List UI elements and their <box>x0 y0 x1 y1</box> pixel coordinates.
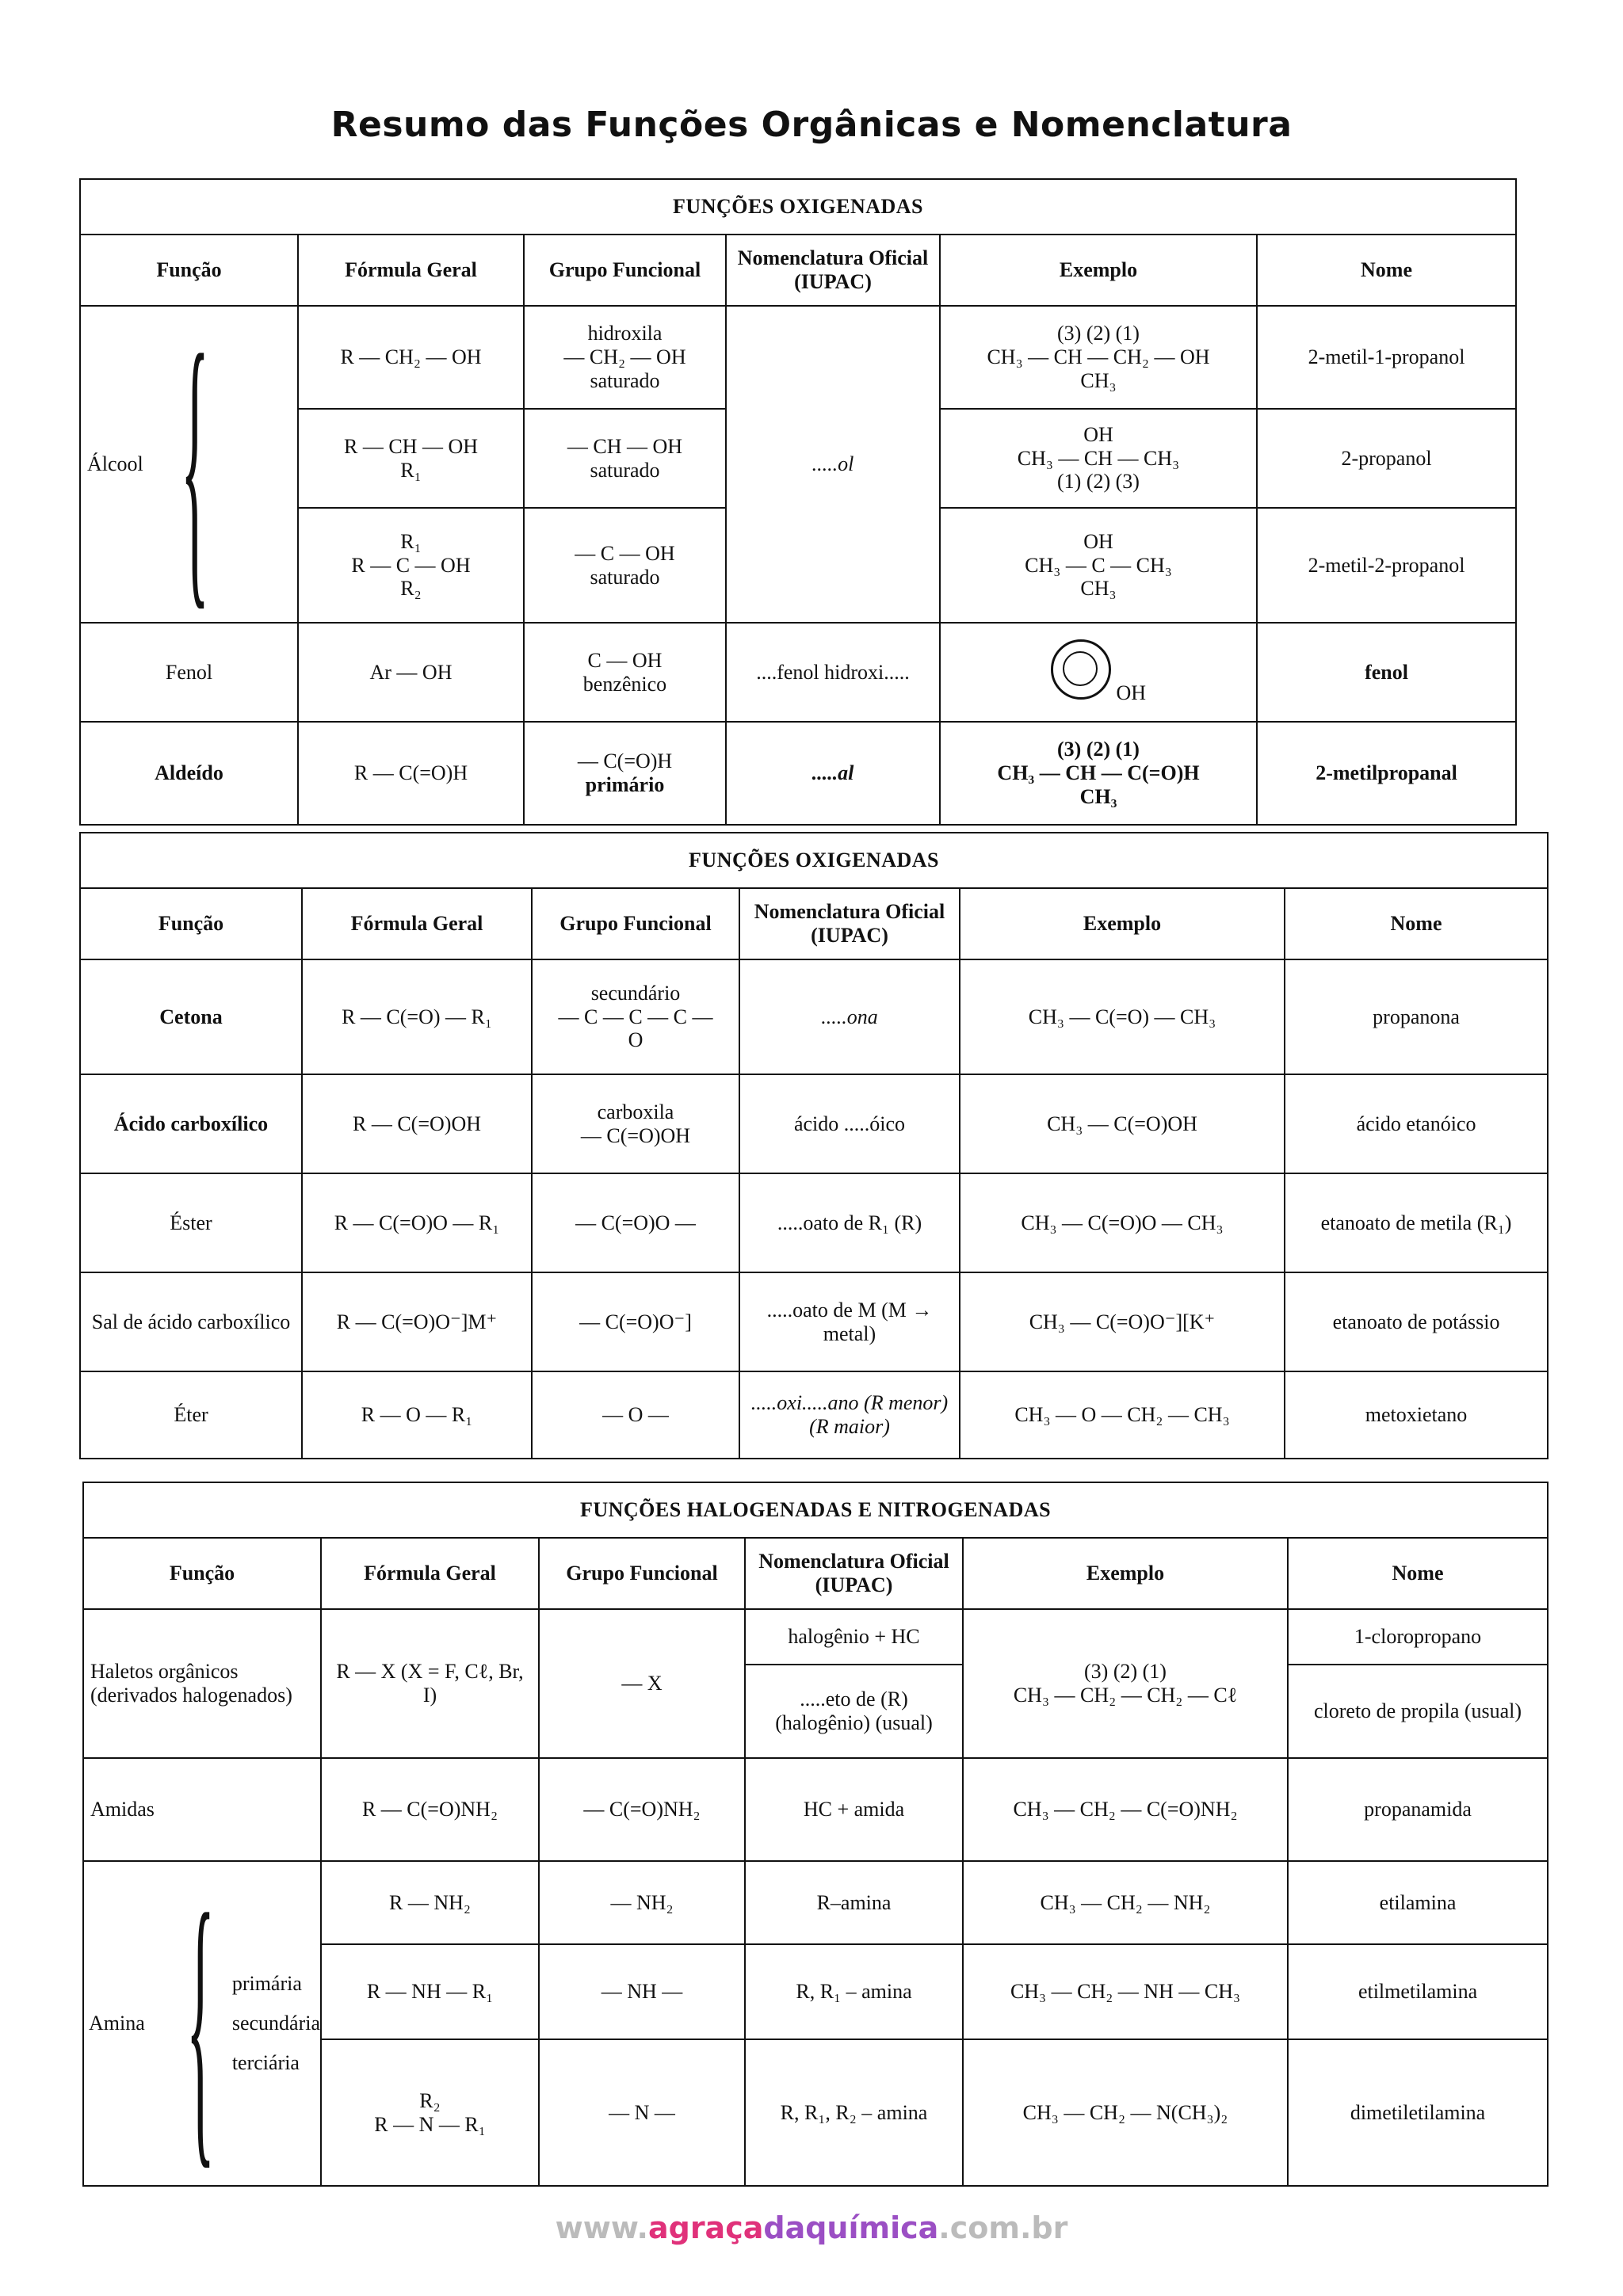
footer-suffix: .com.br <box>938 2210 1068 2245</box>
formula-cell <box>298 508 524 623</box>
exemplo-top: (3) (2) (1) <box>1057 322 1140 345</box>
footer-brand-1: agraça <box>647 2210 764 2245</box>
grupo-note: saturado <box>590 565 660 589</box>
header-formula-geral: Fórmula Geral <box>321 1538 539 1609</box>
nomenclatura-cell: .....oato de M (M → metal) <box>739 1272 960 1371</box>
nome-cell: cloreto de propila (usual) <box>1288 1665 1548 1758</box>
table-row <box>80 722 1516 825</box>
benzene-ring-icon <box>1051 639 1111 700</box>
grupo-top: secundário <box>590 981 681 1005</box>
header-grupo-funcional: Grupo Funcional <box>532 888 739 959</box>
amina-sub-secundaria: secundária <box>231 2012 320 2035</box>
nome-cell: metoxietano <box>1285 1371 1548 1459</box>
nome-cell: fenol <box>1257 623 1516 722</box>
formula-text: R — N — R₁ <box>374 2112 486 2136</box>
exemplo-top: OH <box>1083 422 1113 446</box>
formula-cell: R — C(=O)O — R₁ <box>302 1173 532 1272</box>
nomenclatura-cell: .....oato de R₁ (R) <box>739 1173 960 1272</box>
exemplo-cell: CH₃ — CH₂ — NH — CH₃ <box>963 1944 1288 2039</box>
footer-website[interactable] <box>0 2210 1623 2245</box>
exemplo-text: CH₃ — CH — C(=O)H <box>997 761 1200 785</box>
header-nome: Nome <box>1285 888 1548 959</box>
grupo-text: — C(=O)H <box>577 749 673 773</box>
funcao-cell: Haletos orgânicos (derivados halogenados) <box>83 1609 321 1758</box>
nome-cell: etilamina <box>1288 1861 1548 1944</box>
header-nome: Nome <box>1288 1538 1548 1609</box>
funcao-cell: Éster <box>80 1173 302 1272</box>
table-row <box>83 1758 1548 1861</box>
grupo-note: saturado <box>590 368 660 392</box>
header-nomenclatura: Nomenclatura Oficial (IUPAC) <box>726 235 940 306</box>
formula-text: R — C — OH <box>351 553 471 577</box>
exemplo-bottom: (1) (2) (3) <box>1057 470 1140 494</box>
grupo-cell: — C(=O)O⁻] <box>532 1272 739 1371</box>
nome-cell: 2-metilpropanal <box>1257 722 1516 825</box>
grupo-cell <box>524 623 726 722</box>
formula-bottom: R₂ <box>400 577 422 601</box>
header-funcao: Função <box>80 235 298 306</box>
table-row <box>80 1371 1548 1459</box>
grupo-cell <box>524 722 726 825</box>
table-title: FUNÇÕES HALOGENADAS E NITROGENADAS <box>83 1482 1548 1538</box>
formula-cell: R — C(=O) — R₁ <box>302 959 532 1074</box>
exemplo-cell: CH₃ — CH₂ — NH₂ <box>963 1861 1288 1944</box>
formula-cell <box>298 306 524 409</box>
exemplo-cell <box>940 508 1257 623</box>
formula-cell: R — C(=O)H <box>298 722 524 825</box>
exemplo-text: CH₃ — CH — CH₂ — OH <box>987 345 1210 369</box>
grupo-cell <box>532 959 739 1074</box>
exemplo-top: (3) (2) (1) <box>1084 1660 1167 1684</box>
grupo-cell: — X <box>539 1609 745 1758</box>
header-funcao: Função <box>80 888 302 959</box>
nomenclatura-cell: R, R₁ – amina <box>745 1944 963 2039</box>
exemplo-cell: CH₃ — CH₂ — N(CH₃)₂ <box>963 2039 1288 2186</box>
formula-cell: R — O — R₁ <box>302 1371 532 1459</box>
nomenclatura-cell: HC + amida <box>745 1758 963 1861</box>
brace-icon: { <box>181 293 209 635</box>
header-exemplo: Exemplo <box>963 1538 1288 1609</box>
header-nome: Nome <box>1257 235 1516 306</box>
funcao-cell: Aldeído <box>80 722 298 825</box>
amina-sub-terciaria: terciária <box>231 2051 300 2075</box>
formula-cell <box>321 2039 539 2186</box>
grupo-text: — C(=O)OH <box>580 1123 691 1147</box>
nome-cell: etilmetilamina <box>1288 1944 1548 2039</box>
table-row <box>80 1173 1548 1272</box>
exemplo-bottom: CH₃ <box>1079 784 1117 808</box>
page-title: Resumo das Funções Orgânicas e Nomenclatura <box>330 105 1293 145</box>
formula-text: R — CH — OH <box>343 434 478 458</box>
exemplo-cell: CH₃ — CH₂ — C(=O)NH₂ <box>963 1758 1288 1861</box>
grupo-bottom: O <box>628 1028 643 1052</box>
grupo-cell: — O — <box>532 1371 739 1459</box>
formula-cell: R — NH — R₁ <box>321 1944 539 2039</box>
nomenclatura-cell: ácido .....óico <box>739 1074 960 1173</box>
grupo-cell: — C(=O)NH₂ <box>539 1758 745 1861</box>
table-row <box>80 623 1516 722</box>
formula-top: R₁ <box>400 529 422 553</box>
nome-cell: ácido etanóico <box>1285 1074 1548 1173</box>
nome-cell: propanona <box>1285 959 1548 1074</box>
exemplo-bottom: CH₃ <box>1080 368 1117 392</box>
formula-text: R — CH₂ — OH <box>340 345 482 369</box>
exemplo-top: OH <box>1083 529 1113 553</box>
grupo-cell <box>524 508 726 623</box>
nome-cell: 2-metil-1-propanol <box>1257 306 1516 409</box>
exemplo-cell <box>940 409 1257 508</box>
exemplo-text: CH₃ — C — CH₃ <box>1025 553 1172 577</box>
table-row <box>80 1272 1548 1371</box>
formula-bottom: R₁ <box>400 458 422 482</box>
table-oxigenadas-2 <box>79 832 1549 1459</box>
formula-cell: R — C(=O)NH₂ <box>321 1758 539 1861</box>
table-row <box>80 306 1516 409</box>
nomenclatura-cell: halogênio + HC <box>745 1609 963 1665</box>
grupo-note: primário <box>585 773 665 796</box>
header-grupo-funcional: Grupo Funcional <box>539 1538 745 1609</box>
exemplo-cell <box>963 1609 1288 1758</box>
formula-cell: R — C(=O)O⁻]M⁺ <box>302 1272 532 1371</box>
funcao-cell: Ácido carboxílico <box>80 1074 302 1173</box>
formula-cell: Ar — OH <box>298 623 524 722</box>
nome-cell: etanoato de metila (R₁) <box>1285 1173 1548 1272</box>
funcao-cell: Sal de ácido carboxílico <box>80 1272 302 1371</box>
funcao-cell: Éter <box>80 1371 302 1459</box>
exemplo-cell: CH₃ — O — CH₂ — CH₃ <box>960 1371 1285 1459</box>
table-row <box>80 1074 1548 1173</box>
exemplo-cell: CH₃ — C(=O)O — CH₃ <box>960 1173 1285 1272</box>
grupo-text: — C — OH <box>575 541 675 565</box>
brace-icon: { <box>185 1852 215 2195</box>
funcao-cell: Fenol <box>80 623 298 722</box>
grupo-text: — C — C — C — <box>558 1005 713 1028</box>
nomenclatura-cell: .....ona <box>739 959 960 1074</box>
nomenclatura-cell: R–amina <box>745 1861 963 1944</box>
formula-cell: R — C(=O)OH <box>302 1074 532 1173</box>
nome-cell: propanamida <box>1288 1758 1548 1861</box>
funcao-cell: Cetona <box>80 959 302 1074</box>
exemplo-cell <box>940 306 1257 409</box>
table-row <box>83 1609 1548 1665</box>
grupo-top: hidroxila <box>587 322 663 345</box>
footer-prefix: www. <box>555 2210 648 2245</box>
alcool-label: Álcool <box>87 452 143 476</box>
amina-sub-primaria: primária <box>231 1972 302 1996</box>
nomenclatura-cell: R, R₁, R₂ – amina <box>745 2039 963 2186</box>
grupo-top: carboxila <box>597 1100 674 1123</box>
formula-cell <box>298 409 524 508</box>
grupo-text: C — OH <box>587 648 663 672</box>
nome-cell: 2-metil-2-propanol <box>1257 508 1516 623</box>
grupo-cell: — NH — <box>539 1944 745 2039</box>
header-nomenclatura: Nomenclatura Oficial (IUPAC) <box>745 1538 963 1609</box>
grupo-text: — CH — OH <box>567 434 683 458</box>
grupo-cell <box>524 409 726 508</box>
header-formula-geral: Fórmula Geral <box>298 235 524 306</box>
header-exemplo: Exemplo <box>960 888 1285 959</box>
formula-top: R₂ <box>419 2088 441 2112</box>
exemplo-top: (3) (2) (1) <box>1057 738 1140 761</box>
nomenclatura-cell: .....al <box>726 722 940 825</box>
footer-brand-2: daquímica <box>763 2210 939 2245</box>
amina-cell <box>83 1852 321 2195</box>
grupo-cell: — C(=O)O — <box>532 1173 739 1272</box>
exemplo-cell: CH₃ — C(=O)OH <box>960 1074 1285 1173</box>
table-title: FUNÇÕES OXIGENADAS <box>80 179 1516 235</box>
nome-cell: dimetiletilamina <box>1288 2039 1548 2186</box>
exemplo-cell <box>940 623 1257 722</box>
grupo-cell <box>524 306 726 409</box>
grupo-note: benzênico <box>582 672 667 696</box>
header-grupo-funcional: Grupo Funcional <box>524 235 726 306</box>
exemplo-cell <box>940 722 1257 825</box>
grupo-note: saturado <box>590 458 660 482</box>
nome-cell: 2-propanol <box>1257 409 1516 508</box>
exemplo-text: CH₃ — CH₂ — CH₂ — Cℓ <box>1013 1684 1238 1707</box>
nome-cell: 1-cloropropano <box>1288 1609 1548 1665</box>
grupo-cell: — NH₂ <box>539 1861 745 1944</box>
nomenclatura-cell: ....fenol hidroxi..... <box>726 623 940 722</box>
exemplo-cell: CH₃ — C(=O) — CH₃ <box>960 959 1285 1074</box>
table-row <box>80 959 1548 1074</box>
nomenclatura-cell: .....eto de (R) (halogênio) (usual) <box>745 1665 963 1758</box>
nome-cell: etanoato de potássio <box>1285 1272 1548 1371</box>
table-oxigenadas-1 <box>79 178 1517 826</box>
funcao-cell: Amidas <box>83 1758 321 1861</box>
exemplo-cell: CH₃ — C(=O)O⁻][K⁺ <box>960 1272 1285 1371</box>
grupo-text: — CH₂ — OH <box>563 345 686 369</box>
table-halogenadas-nitrogenadas <box>82 1482 1549 2195</box>
alcool-cell <box>80 293 298 635</box>
amina-label: Amina <box>89 2012 145 2035</box>
header-nomenclatura: Nomenclatura Oficial (IUPAC) <box>739 888 960 959</box>
header-exemplo: Exemplo <box>940 235 1257 306</box>
formula-cell: R — X (X = F, Cℓ, Br, I) <box>321 1609 539 1758</box>
nomenclatura-cell: .....oxi.....ano (R menor) (R maior) <box>739 1371 960 1459</box>
grupo-cell: — N — <box>539 2039 745 2186</box>
exemplo-bottom: CH₃ <box>1080 577 1117 601</box>
formula-cell: R — NH₂ <box>321 1861 539 1944</box>
header-funcao: Função <box>83 1538 321 1609</box>
header-formula-geral: Fórmula Geral <box>302 888 532 959</box>
exemplo-oh: OH <box>1116 681 1147 705</box>
table-title: FUNÇÕES OXIGENADAS <box>80 833 1548 888</box>
nomenclatura-cell: .....ol <box>726 306 940 623</box>
exemplo-text: CH₃ — CH — CH₃ <box>1017 446 1180 470</box>
grupo-cell <box>532 1074 739 1173</box>
table-row <box>83 1861 1548 1944</box>
